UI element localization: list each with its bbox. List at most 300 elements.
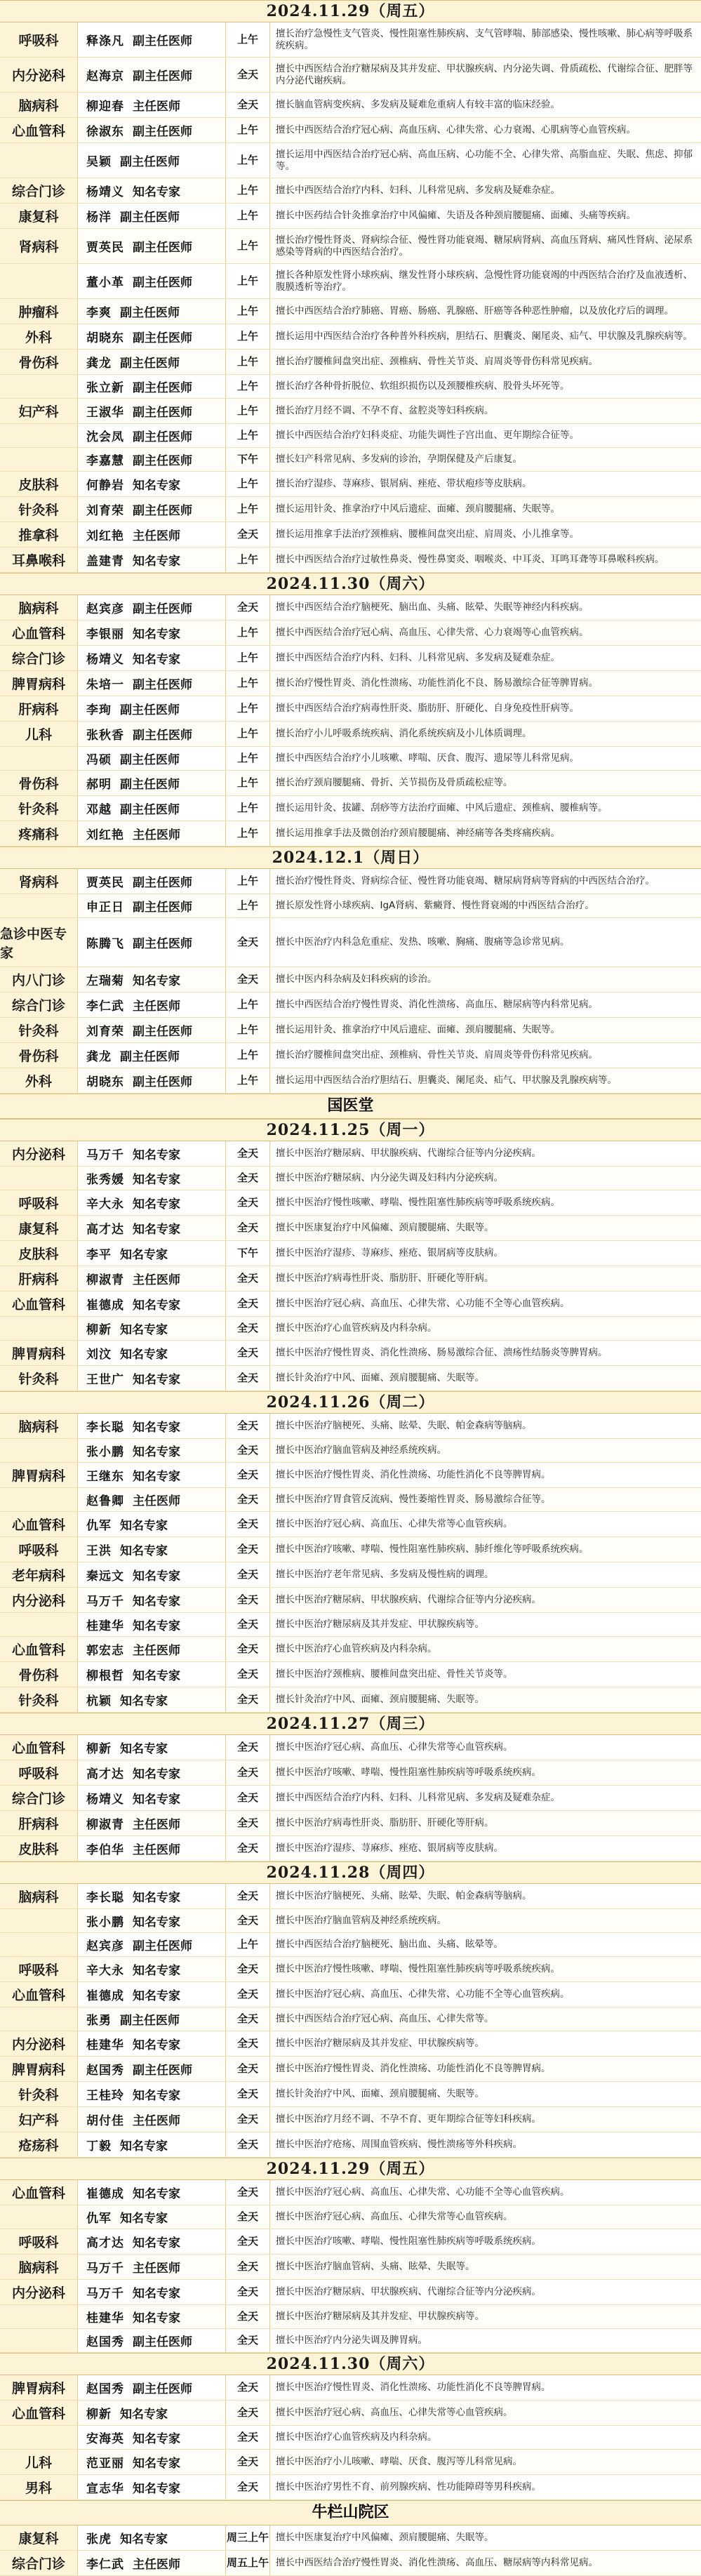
doctor-name: 盖建青 bbox=[86, 555, 124, 569]
time-cell: 全天 bbox=[226, 2329, 270, 2352]
doctor-cell bbox=[78, 497, 226, 522]
time-cell: 全天 bbox=[226, 918, 270, 967]
department-cell: 呼吸科 bbox=[0, 1190, 78, 1215]
day-header: 2024.11.29（周五） bbox=[0, 2158, 701, 2180]
specialty-cell: 擅长中医康复治疗中风偏瘫、颈肩腰腿痛、失眠等。 bbox=[276, 1222, 494, 1233]
department-cell: 心血管科 bbox=[0, 2180, 78, 2205]
time-cell: 全天 bbox=[226, 1662, 270, 1687]
doctor-name: 贾英民 bbox=[86, 241, 124, 255]
doctor-title: 知名专家 bbox=[133, 1767, 180, 1781]
time-cell: 全天 bbox=[226, 1786, 270, 1810]
doctor-cell bbox=[78, 796, 226, 821]
section-title: 国医堂 bbox=[0, 1094, 701, 1119]
schedule-table bbox=[0, 1884, 701, 2158]
doctor-name: 胡晓东 bbox=[86, 1075, 124, 1089]
doctor-cell bbox=[78, 696, 226, 721]
department-cell: 肿瘤科 bbox=[0, 299, 78, 324]
department-cell: 综合门诊 bbox=[0, 992, 78, 1017]
table-row bbox=[0, 1760, 701, 1786]
doctor-title: 知名专家 bbox=[133, 1173, 180, 1187]
department-cell: 外科 bbox=[0, 1068, 78, 1093]
table-row bbox=[0, 918, 701, 967]
table-row bbox=[0, 1884, 701, 1909]
time-cell: 全天 bbox=[226, 1811, 270, 1835]
time-cell: 上午 bbox=[226, 299, 270, 324]
time-cell: 全天 bbox=[226, 2255, 270, 2279]
doctor-name: 崔德成 bbox=[86, 1989, 124, 2003]
table-row bbox=[0, 1463, 701, 1488]
specialty-cell: 擅长中医治疗老年常见病、多发病及慢性病的调理。 bbox=[276, 1569, 494, 1580]
department-cell: 皮肤科 bbox=[0, 1241, 78, 1266]
doctor-name: 杨靖义 bbox=[86, 653, 124, 667]
doctor-title: 知名专家 bbox=[133, 2457, 180, 2471]
doctor-title: 知名专家 bbox=[133, 1197, 180, 1211]
doctor-title: 知名专家 bbox=[133, 1619, 180, 1633]
doctor-name: 王桂玲 bbox=[86, 2089, 124, 2103]
specialty-cell: 擅长中医治疗脑梗死、头痛、眩晕、失眠、帕金森病等脑病。 bbox=[276, 1420, 532, 1431]
table-row bbox=[0, 1562, 701, 1588]
department-cell: 呼吸科 bbox=[0, 1537, 78, 1562]
department-cell: 骨伤科 bbox=[0, 1662, 78, 1687]
doctor-name: 桂建华 bbox=[86, 1619, 124, 1633]
doctor-name: 吴颖 bbox=[86, 155, 112, 169]
department-cell: 心血管科 bbox=[0, 1512, 78, 1536]
table-row bbox=[0, 1687, 701, 1713]
doctor-title: 知名专家 bbox=[120, 2408, 168, 2422]
schedule-table bbox=[0, 869, 701, 1094]
doctor-name: 柳淑青 bbox=[86, 1818, 124, 1832]
doctor-title: 知名专家 bbox=[120, 2532, 168, 2547]
doctor-title: 副主任医师 bbox=[120, 803, 180, 817]
specialty-cell: 擅长中医治疗胃食管反流病、慢性萎缩性胃炎、肠易激综合征等。 bbox=[276, 1494, 551, 1505]
table-row bbox=[0, 375, 701, 399]
time-cell: 上午 bbox=[226, 424, 270, 447]
specialty-cell: 擅长中医治疗咳嗽、哮喘、慢性阻塞性肺疾病等呼吸系统疾病。 bbox=[276, 1767, 541, 1778]
doctor-title: 知名专家 bbox=[120, 1519, 168, 1533]
doctor-title: 知名专家 bbox=[133, 555, 180, 569]
time-cell: 全天 bbox=[226, 1317, 270, 1340]
time-cell: 上午 bbox=[226, 264, 270, 298]
table-row bbox=[0, 1662, 701, 1687]
table-row bbox=[0, 1043, 701, 1068]
specialty-cell: 擅长中医治疗内科急危重症、发热、咳嗽、胸痛、腹痛等急诊常见病。 bbox=[276, 936, 570, 948]
doctor-cell bbox=[78, 204, 226, 228]
doctor-cell bbox=[78, 264, 226, 298]
time-cell: 上午 bbox=[226, 722, 270, 746]
department-cell: 心血管科 bbox=[0, 2401, 78, 2425]
department-cell: 康复科 bbox=[0, 1216, 78, 1240]
doctor-name: 朱培一 bbox=[86, 678, 124, 692]
department-cell: 脑病科 bbox=[0, 1884, 78, 1908]
table-row bbox=[0, 229, 701, 264]
doctor-cell bbox=[78, 2375, 226, 2400]
doctor-title: 知名专家 bbox=[133, 2038, 180, 2052]
department-cell: 针灸科 bbox=[0, 1018, 78, 1042]
section-title: 牛栏山院区 bbox=[0, 2500, 701, 2525]
doctor-title: 副主任医师 bbox=[133, 331, 192, 345]
doctor-cell bbox=[78, 2525, 226, 2550]
department-cell: 外科 bbox=[0, 324, 78, 349]
doctor-cell bbox=[78, 722, 226, 746]
department-cell: 呼吸科 bbox=[0, 1760, 78, 1785]
doctor-cell bbox=[78, 1292, 226, 1316]
department-cell: 肝病科 bbox=[0, 1811, 78, 1835]
doctor-cell bbox=[78, 2551, 226, 2575]
doctor-cell bbox=[78, 1735, 226, 1760]
table-row bbox=[0, 299, 701, 324]
time-cell: 全天 bbox=[226, 2082, 270, 2106]
time-cell: 上午 bbox=[226, 547, 270, 572]
doctor-cell bbox=[78, 1811, 226, 1835]
table-row bbox=[0, 1341, 701, 1366]
department-cell: 综合门诊 bbox=[0, 178, 78, 203]
department-cell: 心血管科 bbox=[0, 118, 78, 142]
doctor-name: 董小革 bbox=[86, 276, 124, 290]
table-row bbox=[0, 1018, 701, 1043]
specialty-cell: 擅长运用针灸、推拿治疗中风后遗症、面瘫、颈肩腰腿痛、失眠等。 bbox=[276, 503, 560, 514]
doctor-title: 知名专家 bbox=[133, 1793, 180, 1807]
doctor-title: 知名专家 bbox=[133, 2236, 180, 2250]
doctor-cell bbox=[78, 2426, 226, 2449]
specialty-cell: 擅长中医治疗冠心病、高血压、心律失常等心血管疾病。 bbox=[276, 2407, 513, 2418]
doctor-name: 胡晓东 bbox=[86, 331, 124, 345]
doctor-cell bbox=[78, 1836, 226, 1861]
specialty-cell: 擅长中西医结合治疗糖尿病及其并发症、甲状腺疾病、内分泌失调、骨质疏松、代谢综合征、肥胖等内分泌代谢疾病。 bbox=[276, 62, 693, 86]
specialty-cell: 擅长治疗急慢性支气管炎、慢性阻塞性肺疾病、支气管哮喘、肺部感染、慢性咳嗽、肺心病等呼吸系统疾病。 bbox=[276, 27, 693, 51]
schedule-table bbox=[0, 2375, 701, 2500]
doctor-title: 主任医师 bbox=[133, 2114, 180, 2128]
doctor-cell bbox=[78, 2107, 226, 2132]
doctor-name: 高才达 bbox=[86, 1223, 124, 1237]
table-row bbox=[0, 1317, 701, 1341]
doctor-title: 知名专家 bbox=[133, 1569, 180, 1584]
schedule-table bbox=[0, 2525, 701, 2576]
table-row bbox=[0, 22, 701, 58]
table-row bbox=[0, 2280, 701, 2305]
doctor-cell bbox=[78, 522, 226, 547]
time-cell: 上午 bbox=[226, 178, 270, 203]
doctor-name: 柳淑青 bbox=[86, 1273, 124, 1287]
doctor-name: 赵国秀 bbox=[86, 2335, 124, 2349]
doctor-cell bbox=[78, 1190, 226, 1215]
time-cell: 全天 bbox=[226, 2426, 270, 2449]
doctor-title: 副主任医师 bbox=[133, 678, 192, 692]
doctor-name: 郝明 bbox=[86, 778, 112, 792]
doctor-title: 副主任医师 bbox=[133, 1075, 192, 1089]
doctor-name: 赵国秀 bbox=[86, 2382, 124, 2396]
doctor-title: 副主任医师 bbox=[120, 155, 180, 169]
doctor-name: 赵鲁卿 bbox=[86, 1494, 124, 1508]
doctor-name: 柳根哲 bbox=[86, 1669, 124, 1683]
doctor-title: 知名专家 bbox=[120, 2139, 168, 2153]
specialty-cell: 擅长中西医结合治疗冠心病、高血压、心律失常、心力衰竭等心血管疾病。 bbox=[276, 627, 589, 638]
doctor-name: 龚龙 bbox=[86, 357, 112, 371]
doctor-cell bbox=[78, 821, 226, 846]
specialty-cell: 擅长运用针灸、推拿治疗中风后遗症、面瘫、颈肩腰腿痛、失眠等。 bbox=[276, 1024, 560, 1035]
doctor-title: 主任医师 bbox=[133, 1000, 180, 1014]
doctor-title: 主任医师 bbox=[133, 2262, 180, 2276]
doctor-title: 副主任医师 bbox=[133, 125, 192, 139]
specialty-cell: 擅长脑血管病变疾病、多发病及疑难危重病人有较丰富的临床经验。 bbox=[276, 99, 560, 110]
table-row bbox=[0, 796, 701, 821]
doctor-cell bbox=[78, 2305, 226, 2328]
doctor-title: 主任医师 bbox=[133, 529, 180, 543]
department-cell: 肝病科 bbox=[0, 1266, 78, 1291]
doctor-title: 知名专家 bbox=[133, 185, 180, 199]
doctor-title: 副主任医师 bbox=[133, 602, 192, 616]
doctor-cell bbox=[78, 2401, 226, 2425]
doctor-name: 杨靖义 bbox=[86, 1793, 124, 1807]
doctor-name: 赵宾彦 bbox=[86, 602, 124, 616]
table-row bbox=[0, 58, 701, 93]
doctor-name: 沈会凤 bbox=[86, 430, 124, 444]
department-cell: 骨伤科 bbox=[0, 350, 78, 374]
table-row bbox=[0, 696, 701, 722]
table-row bbox=[0, 399, 701, 424]
table-row bbox=[0, 1366, 701, 1391]
doctor-cell bbox=[78, 2475, 226, 2499]
specialty-cell: 擅长中医治疗慢性咳嗽、哮喘、慢性阻塞性肺疾病等呼吸系统疾病。 bbox=[276, 1197, 560, 1208]
specialty-cell: 擅长中医内科杂病及妇科疾病的诊治。 bbox=[276, 974, 437, 985]
time-cell: 全天 bbox=[226, 2450, 270, 2474]
doctor-title: 副主任医师 bbox=[120, 703, 180, 717]
doctor-title: 副主任医师 bbox=[133, 454, 192, 468]
doctor-cell bbox=[78, 229, 226, 263]
department-cell: 针灸科 bbox=[0, 796, 78, 821]
specialty-cell: 擅长中医治疗小儿咳嗽、哮喘、厌食、腹泻等儿科常见病。 bbox=[276, 2456, 522, 2467]
department-cell: 康复科 bbox=[0, 2525, 78, 2550]
doctor-cell bbox=[78, 299, 226, 324]
department-cell: 儿科 bbox=[0, 2450, 78, 2474]
table-row bbox=[0, 143, 701, 178]
doctor-name: 陈腾飞 bbox=[86, 937, 124, 951]
doctor-name: 何静岩 bbox=[86, 479, 124, 493]
time-cell: 全天 bbox=[226, 2401, 270, 2425]
time-cell: 上午 bbox=[226, 204, 270, 228]
table-row bbox=[0, 1068, 701, 1094]
specialty-cell: 擅长中医治疗脑梗死、头痛、眩晕、失眠、帕金森病等脑病。 bbox=[276, 1890, 532, 1901]
doctor-cell bbox=[78, 2057, 226, 2081]
department-cell: 呼吸科 bbox=[0, 2229, 78, 2254]
specialty-cell: 擅长运用中西医结合治疗冠心病、高血压病、心功能不全、心律失常、高脂血症、失眠、焦虑、抑郁等。 bbox=[276, 148, 693, 172]
doctor-cell bbox=[78, 620, 226, 645]
doctor-cell bbox=[78, 424, 226, 447]
specialty-cell: 擅长中医治疗糖尿病、甲状腺疾病、代谢综合征等内分泌疾病。 bbox=[276, 2286, 541, 2297]
schedule-table bbox=[0, 22, 701, 573]
table-row bbox=[0, 771, 701, 796]
specialty-cell: 擅长中西医结合治疗脑梗死、脑出血、头痛、眩晕等。 bbox=[276, 1939, 503, 1950]
doctor-name: 丁毅 bbox=[86, 2139, 112, 2153]
time-cell: 全天 bbox=[226, 1414, 270, 1438]
doctor-title: 主任医师 bbox=[133, 1818, 180, 1832]
doctor-cell bbox=[78, 2007, 226, 2031]
table-row bbox=[0, 1190, 701, 1216]
doctor-name: 李仁武 bbox=[86, 2558, 124, 2572]
doctor-name: 李长聪 bbox=[86, 1891, 124, 1905]
doctor-title: 知名专家 bbox=[133, 653, 180, 667]
doctor-title: 副主任医师 bbox=[133, 937, 192, 951]
department-cell: 内分泌科 bbox=[0, 1141, 78, 1166]
time-cell: 全天 bbox=[226, 1637, 270, 1661]
specialty-cell: 擅长中西医结合治疗妇科炎症、功能失调性子宫出血、更年期综合征等。 bbox=[276, 430, 579, 441]
doctor-name: 柳新 bbox=[86, 1323, 112, 1337]
doctor-cell bbox=[78, 1662, 226, 1687]
doctor-cell bbox=[78, 324, 226, 349]
doctor-title: 知名专家 bbox=[133, 2187, 180, 2201]
time-cell: 全天 bbox=[226, 1512, 270, 1536]
doctor-cell bbox=[78, 448, 226, 471]
doctor-name: 仇军 bbox=[86, 1519, 112, 1533]
table-row bbox=[0, 178, 701, 204]
department-cell bbox=[0, 1317, 78, 1340]
specialty-cell: 擅长中医治疗心血管疾病及内科杂病。 bbox=[276, 1322, 437, 1334]
specialty-cell: 擅长中西医结合治疗内科、妇科、儿科常见病、多发病及疑难杂症。 bbox=[276, 185, 560, 196]
specialty-cell: 擅长中西医结合治疗病毒性肝炎、脂肪肝、肝硬化、自身免疫性肝病等。 bbox=[276, 703, 579, 714]
doctor-title: 知名专家 bbox=[133, 1445, 180, 1459]
doctor-title: 知名专家 bbox=[133, 1595, 180, 1609]
department-cell bbox=[0, 143, 78, 178]
time-cell: 全天 bbox=[226, 522, 270, 547]
time-cell: 上午 bbox=[226, 375, 270, 398]
doctor-cell bbox=[78, 1588, 226, 1612]
doctor-name: 赵国秀 bbox=[86, 2064, 124, 2078]
doctor-title: 知名专家 bbox=[133, 2287, 180, 2301]
specialty-cell: 擅长治疗湿疹、荨麻疹、银屑病、痤疮、带状疱疹等皮肤病。 bbox=[276, 478, 532, 489]
table-row bbox=[0, 324, 701, 350]
doctor-cell bbox=[78, 1216, 226, 1240]
doctor-cell bbox=[78, 2450, 226, 2474]
table-row bbox=[0, 967, 701, 992]
table-row bbox=[0, 1266, 701, 1292]
doctor-name: 桂建华 bbox=[86, 2311, 124, 2325]
doctor-title: 知名专家 bbox=[133, 1299, 180, 1313]
doctor-name: 秦远文 bbox=[86, 1569, 124, 1584]
department-cell: 针灸科 bbox=[0, 2082, 78, 2106]
time-cell: 全天 bbox=[226, 1760, 270, 1785]
doctor-title: 主任医师 bbox=[133, 828, 180, 842]
table-row bbox=[0, 894, 701, 918]
specialty-cell: 擅长中医治疗内分泌失调及脾胃病。 bbox=[276, 2335, 427, 2346]
time-cell: 全天 bbox=[226, 2475, 270, 2499]
table-row bbox=[0, 448, 701, 472]
doctor-title: 知名专家 bbox=[133, 1989, 180, 2003]
day-header: 2024.12.1（周日） bbox=[0, 847, 701, 869]
doctor-cell bbox=[78, 2229, 226, 2254]
time-cell: 全天 bbox=[226, 1216, 270, 1240]
table-row bbox=[0, 424, 701, 448]
doctor-name: 杨靖义 bbox=[86, 185, 124, 199]
doctor-title: 副主任医师 bbox=[133, 1939, 192, 1953]
table-row bbox=[0, 722, 701, 747]
specialty-cell: 擅长中西医结合治疗小儿咳嗽、哮喘、厌食、腹泻、遗尿等儿科常见病。 bbox=[276, 752, 579, 764]
time-cell: 上午 bbox=[226, 399, 270, 423]
specialty-cell: 擅长中医治疗男性不育、前列腺疾病、性功能障碍等男科疾病。 bbox=[276, 2481, 541, 2492]
doctor-title: 副主任医师 bbox=[133, 2335, 192, 2349]
table-row bbox=[0, 1811, 701, 1836]
time-cell: 上午 bbox=[226, 1068, 270, 1093]
day-header: 2024.11.30（周六） bbox=[0, 573, 701, 595]
doctor-name: 李嘉慧 bbox=[86, 454, 124, 468]
specialty-cell: 擅长中医治疗糖尿病、甲状腺疾病、代谢综合征等内分泌疾病。 bbox=[276, 1594, 541, 1605]
doctor-name: 马万千 bbox=[86, 1148, 124, 1162]
time-cell: 全天 bbox=[226, 1836, 270, 1861]
doctor-name: 崔德成 bbox=[86, 2187, 124, 2201]
doctor-name: 王继东 bbox=[86, 1470, 124, 1484]
specialty-cell: 擅长中西医结合治疗内科、妇科、儿科常见病、多发病及疑难杂症。 bbox=[276, 1792, 560, 1803]
table-row bbox=[0, 2107, 701, 2132]
doctor-name: 李仁武 bbox=[86, 1000, 124, 1014]
doctor-name: 刘汶 bbox=[86, 1348, 112, 1362]
table-row bbox=[0, 869, 701, 894]
doctor-title: 知名专家 bbox=[133, 1223, 180, 1237]
doctor-cell bbox=[78, 2329, 226, 2352]
specialty-cell: 擅长治疗各种骨折脱位、软组织损伤以及颈腰椎疾病、股骨头坏死等。 bbox=[276, 380, 570, 392]
doctor-name: 左瑞菊 bbox=[86, 974, 124, 988]
time-cell: 全天 bbox=[226, 2007, 270, 2031]
specialty-cell: 擅长治疗小儿呼吸系统疾病、消化系统疾病及小儿体质调理。 bbox=[276, 728, 532, 739]
time-cell: 上午 bbox=[226, 1043, 270, 1068]
doctor-name: 王世广 bbox=[86, 1373, 124, 1387]
specialty-cell: 擅长治疗腰椎间盘突出症、颈椎病、骨性关节炎、肩周炎等骨伤科常见疾病。 bbox=[276, 1049, 598, 1061]
specialty-cell: 擅长针灸治疗中风、面瘫、颈肩腰腿痛、失眠等。 bbox=[276, 1694, 484, 1705]
doctor-title: 副主任医师 bbox=[133, 504, 192, 518]
table-row bbox=[0, 1613, 701, 1637]
time-cell: 全天 bbox=[226, 2107, 270, 2132]
specialty-cell: 擅长中西医结合治疗肺癌、胃癌、肠癌、乳腺癌、肝癌等各种恶性肿瘤，以及放化疗后的调理。 bbox=[276, 305, 674, 317]
department-cell: 康复科 bbox=[0, 204, 78, 228]
doctor-title: 副主任医师 bbox=[133, 276, 192, 290]
doctor-cell bbox=[78, 143, 226, 178]
department-cell bbox=[0, 1439, 78, 1462]
time-cell: 全天 bbox=[226, 1266, 270, 1291]
specialty-cell: 擅长中医治疗心血管疾病及内科杂病。 bbox=[276, 2431, 437, 2443]
doctor-cell bbox=[78, 1687, 226, 1712]
specialty-cell: 擅长中医治疗冠心病、高血压、心律失常等心血管疾病。 bbox=[276, 2211, 513, 2222]
schedule-table bbox=[0, 1414, 701, 1713]
department-cell bbox=[0, 747, 78, 770]
table-row bbox=[0, 2007, 701, 2031]
doctor-cell bbox=[78, 747, 226, 770]
doctor-title: 知名专家 bbox=[133, 1916, 180, 1930]
doctor-title: 知名专家 bbox=[133, 2482, 180, 2496]
doctor-name: 李爽 bbox=[86, 306, 112, 320]
department-cell bbox=[0, 1167, 78, 1190]
time-cell: 上午 bbox=[226, 324, 270, 349]
time-cell: 全天 bbox=[226, 1439, 270, 1462]
time-cell: 上午 bbox=[226, 472, 270, 496]
specialty-cell: 擅长治疗慢性肾炎、肾病综合征、慢性肾功能衰竭、糖尿病肾病、高血压肾病、痛风性肾病、泌尿系感染等肾病的中西医结合治疗。 bbox=[276, 234, 693, 258]
doctor-cell bbox=[78, 399, 226, 423]
specialty-cell: 擅长各种原发性肾小球疾病、继发性肾小球疾病、急慢性肾功能衰竭的中西医结合治疗及血液透析、腹膜透析等治疗。 bbox=[276, 269, 693, 293]
doctor-name: 李银丽 bbox=[86, 628, 124, 642]
time-cell: 全天 bbox=[226, 1588, 270, 1612]
doctor-cell bbox=[78, 1317, 226, 1340]
doctor-cell bbox=[78, 1488, 226, 1511]
doctor-name: 桂建华 bbox=[86, 2038, 124, 2052]
table-row bbox=[0, 2132, 701, 2158]
table-row bbox=[0, 1488, 701, 1512]
doctor-cell bbox=[78, 894, 226, 917]
time-cell: 上午 bbox=[226, 1933, 270, 1956]
doctor-name: 安海英 bbox=[86, 2432, 124, 2446]
doctor-cell bbox=[78, 671, 226, 696]
department-cell: 心血管科 bbox=[0, 1735, 78, 1760]
table-row bbox=[0, 646, 701, 671]
doctor-cell bbox=[78, 22, 226, 57]
time-cell: 全天 bbox=[226, 1687, 270, 1712]
doctor-title: 知名专家 bbox=[133, 2432, 180, 2446]
department-cell: 疮疡科 bbox=[0, 2132, 78, 2157]
